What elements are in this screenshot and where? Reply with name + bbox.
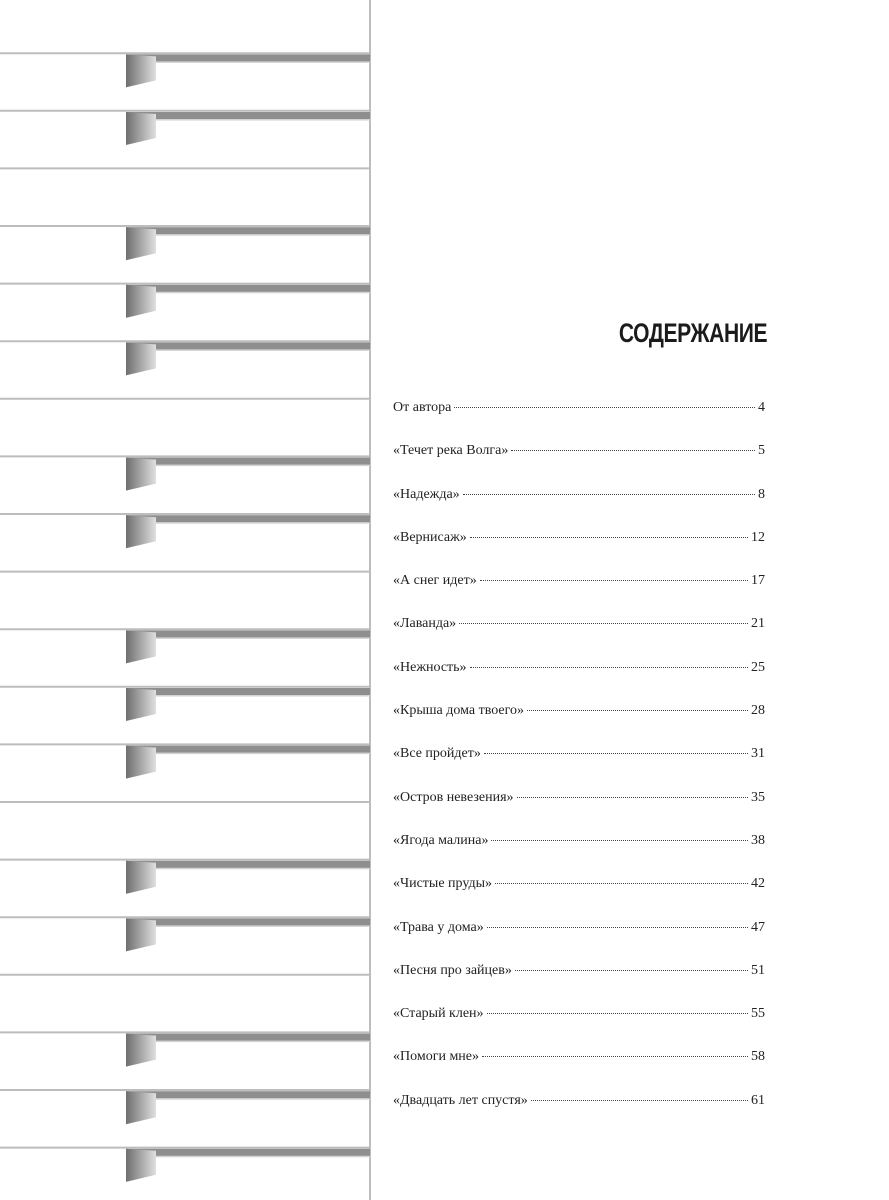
toc-entry[interactable]: [393, 530, 765, 573]
toc-entry[interactable]: [393, 963, 765, 1006]
dot-leader: [517, 797, 748, 798]
toc-entry[interactable]: [393, 833, 765, 876]
toc-entry[interactable]: [393, 487, 765, 530]
toc-entry[interactable]: [393, 616, 765, 659]
toc-entry-page-number: 12: [751, 529, 765, 545]
black-key: [126, 861, 370, 894]
toc-entry-page-number: 28: [751, 703, 765, 719]
toc-entry-page-number: 4: [758, 400, 765, 415]
toc-entry-page-number: 61: [751, 1092, 765, 1108]
dot-leader: [491, 840, 748, 841]
black-key: [126, 227, 370, 260]
black-key: [126, 1149, 370, 1182]
toc-entry-page-number: 47: [751, 919, 765, 935]
black-key: [126, 342, 370, 375]
black-key: [126, 688, 370, 721]
black-key: [126, 112, 370, 145]
black-key: [126, 285, 370, 318]
toc-entry-page-number: 55: [751, 1006, 765, 1022]
toc-entry-page-number: 5: [758, 443, 765, 459]
toc-entry[interactable]: [393, 746, 765, 789]
toc-entry-page-number: 21: [751, 616, 765, 632]
toc-entry[interactable]: [393, 1049, 765, 1092]
toc-entry[interactable]: [393, 876, 765, 919]
toc-entry-title: «Ягода малина»: [393, 832, 489, 848]
toc-entry-title: «Песня про зайцев»: [393, 962, 512, 978]
toc-entry[interactable]: [393, 400, 765, 443]
dot-leader: [482, 1056, 748, 1057]
dot-leader: [484, 753, 748, 754]
toc-entry-page-number: 38: [751, 832, 765, 848]
dot-leader: [463, 494, 755, 495]
toc-entry-title: «Старый клен»: [393, 1006, 484, 1022]
toc-entry-page-number: 31: [751, 746, 765, 762]
dot-leader: [531, 1100, 748, 1101]
toc-entry-title: «Трава у дома»: [393, 919, 484, 935]
page-title: СОДЕРЖАНИЕ: [618, 318, 767, 348]
toc-entry-page-number: 51: [751, 962, 765, 978]
black-key: [126, 1091, 370, 1124]
dot-leader: [511, 450, 755, 451]
toc-entry[interactable]: [393, 660, 765, 703]
dot-leader: [454, 407, 755, 408]
toc-entry-page-number: 42: [751, 876, 765, 892]
toc-entry-page-number: 8: [758, 486, 765, 502]
toc-entry-title: «Надежда»: [393, 486, 460, 502]
toc-entry-title: От автора: [393, 400, 452, 415]
toc-entry[interactable]: [393, 1006, 765, 1049]
black-key: [126, 515, 370, 548]
toc-entry-page-number: 58: [751, 1049, 765, 1065]
toc-entry[interactable]: [393, 1093, 765, 1136]
toc-entry-title: «Чистые пруды»: [393, 876, 492, 892]
toc-entry-title: «Вернисаж»: [393, 529, 467, 545]
dot-leader: [480, 580, 748, 581]
black-key: [126, 54, 370, 87]
toc-entry-page-number: 35: [751, 789, 765, 805]
toc-entry-title: «Остров невезения»: [393, 789, 514, 805]
dot-leader: [495, 883, 748, 884]
toc-entry[interactable]: [393, 573, 765, 616]
toc-entry[interactable]: [393, 790, 765, 833]
black-key: [126, 1034, 370, 1067]
toc-entry-title: «Помоги мне»: [393, 1049, 480, 1065]
toc-entry-title: «Крыша дома твоего»: [393, 703, 524, 719]
toc-entry-page-number: 17: [751, 573, 765, 589]
toc-entry-title: «Все пройдет»: [393, 746, 481, 762]
toc-entry[interactable]: [393, 920, 765, 963]
toc-entry-title: «А снег идет»: [393, 573, 477, 589]
black-key: [126, 746, 370, 779]
dot-leader: [470, 537, 748, 538]
black-key: [126, 918, 370, 951]
toc-entry-page-number: 25: [751, 659, 765, 675]
toc-entry-title: «Лаванда»: [393, 616, 457, 632]
table-of-contents: [393, 400, 765, 1136]
toc-entry[interactable]: [393, 443, 765, 486]
black-key: [126, 630, 370, 663]
dot-leader: [527, 710, 748, 711]
dot-leader: [515, 970, 748, 971]
piano-keyboard-illustration: [0, 0, 372, 1200]
toc-entry[interactable]: [393, 703, 765, 746]
black-key: [126, 458, 370, 491]
toc-entry-title: «Нежность»: [393, 659, 467, 675]
dot-leader: [470, 667, 748, 668]
toc-entry-title: «Двадцать лет спустя»: [393, 1092, 528, 1108]
dot-leader: [487, 1013, 748, 1014]
toc-entry-title: «Течет река Волга»: [393, 443, 509, 459]
dot-leader: [487, 927, 748, 928]
dot-leader: [459, 623, 748, 624]
